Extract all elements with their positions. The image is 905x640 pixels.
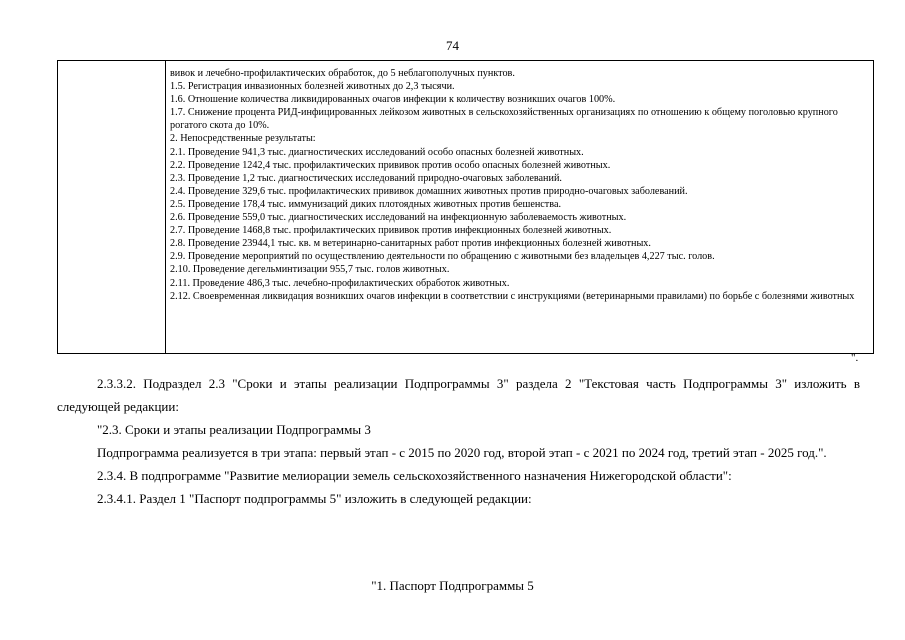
table-line: вивок и лечебно-профилактических обработок, до 5 неблагополучных пунктов. xyxy=(170,68,515,79)
table-right-cell xyxy=(166,61,873,353)
section-heading: "1. Паспорт Подпрограммы 5 xyxy=(371,578,534,593)
table-line: 2.5. Проведение 178,4 тыс. иммунизаций диких плотоядных животных против бешенства. xyxy=(170,198,562,210)
closing-quote: ". xyxy=(851,352,859,364)
table-line: 2.11. Проведение 486,3 тыс. лечебно-профилактических обработок животных. xyxy=(170,277,510,289)
table-line: 2.7. Проведение 1468,8 тыс. профилактических прививок против инфекционных болезней животных. xyxy=(170,225,612,237)
table-line: 2.9. Проведение мероприятий по осуществлению деятельности по обращению с животными без владельцев 4,227 тыс. голов. xyxy=(170,251,715,263)
table-line: 1.7. Снижение процента РИД-инфицированных лейкозом животных в сельскохозяйственных организациях по отношению к общему поголовью крупного рогатого скота до 10%. xyxy=(170,107,838,132)
table-line: 2.1. Проведение 941,3 тыс. диагностических исследований особо опасных болезней животных. xyxy=(170,146,584,158)
table-left-cell xyxy=(58,61,166,353)
paragraph: 2.3.3.2. Подраздел 2.3 "Сроки и этапы реализации Подпрограммы 3" раздела 2 "Текстовая часть Подпрограммы 3" изложить в следующей редакции: xyxy=(57,376,860,414)
paragraph: 2.3.4. В подпрограмме "Развитие мелиорации земель сельскохозяйственного назначения Нижегородской области": xyxy=(97,468,732,483)
table-line: 1.5. Регистрация инвазионных болезней животных до 2,3 тысячи. xyxy=(170,81,455,93)
table-line: 1.6. Отношение количества ликвидированных очагов инфекции к количеству возникших очагов 100%. xyxy=(170,94,616,106)
table-line: 2. Непосредственные результаты: xyxy=(170,133,316,145)
table-line: 2.6. Проведение 559,0 тыс. диагностических исследований на инфекционную заболеваемость животных. xyxy=(170,212,627,224)
paragraph: "2.3. Сроки и этапы реализации Подпрограммы 3 xyxy=(97,422,371,437)
paragraph: Подпрограмма реализуется в три этапа: первый этап - с 2015 по 2020 год, второй этап - с 2021 по 2024 год, третий этап - 2025 год.". xyxy=(97,445,827,460)
table-line: 2.8. Проведение 23944,1 тыс. кв. м ветеринарно-санитарных работ против инфекционных болезней животных. xyxy=(170,238,651,250)
page-number: 74 xyxy=(446,38,459,53)
results-table xyxy=(57,60,874,354)
table-line: 2.12. Своевременная ликвидация возникших очагов инфекции в соответствии с инструкциями (ветеринарными правилами) по борьбе с болезнями животных xyxy=(170,290,855,302)
paragraph: 2.3.4.1. Раздел 1 "Паспорт подпрограммы 5" изложить в следующей редакции: xyxy=(97,491,532,506)
table-line: 2.10. Проведение дегельминтизации 955,7 тыс. голов животных. xyxy=(170,264,450,276)
body-text xyxy=(57,372,860,510)
table-line: 2.2. Проведение 1242,4 тыс. профилактических прививок против особо опасных болезней животных. xyxy=(170,159,611,171)
table-line: 2.3. Проведение 1,2 тыс. диагностических исследований природно-очаговых заболеваний. xyxy=(170,172,562,184)
table-line: 2.4. Проведение 329,6 тыс. профилактических прививок домашних животных против природно-очаговых заболеваний. xyxy=(170,185,688,197)
